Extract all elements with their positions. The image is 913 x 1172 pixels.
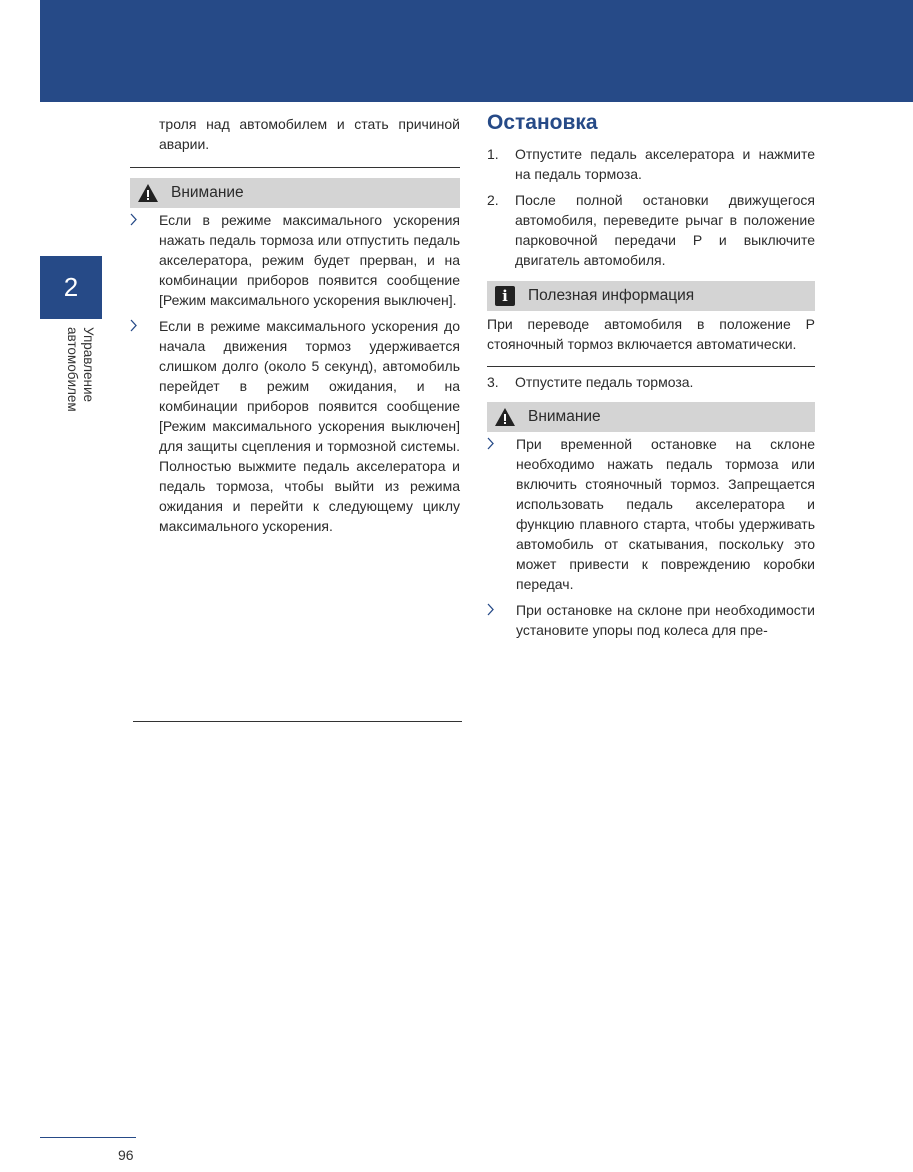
list-item: [487, 600, 815, 640]
step-item: [487, 144, 815, 184]
column-end-rule: [133, 721, 462, 722]
info-notice: [487, 281, 815, 311]
info-text: При переводе автомобиля в положение P стояночный тормоз включается автоматически.: [487, 316, 815, 352]
info-title: Полезная информация: [528, 287, 695, 304]
step-item: [487, 372, 815, 392]
chapter-tab: [40, 256, 102, 319]
chevron-right-icon: [487, 434, 494, 450]
warning-title: Внимание: [528, 408, 601, 425]
list-item: [130, 316, 460, 536]
step-text: После полной остановки движущегося автомобиля, переведите рычаг в положение парковочной передачи P и выключите двигатель автомобиля.: [515, 192, 815, 268]
chevron-right-icon: [130, 210, 137, 226]
page-number: 96: [118, 1147, 134, 1163]
warning-title: Внимание: [171, 184, 244, 201]
continuation-text: троля над автомобилем и стать причиной аварии.: [159, 116, 460, 152]
info-icon: i: [494, 286, 516, 306]
chapter-label: Управление автомобилем: [65, 327, 96, 412]
step-number: 1.: [487, 146, 499, 162]
left-column: [130, 114, 460, 536]
warning-notice: [130, 178, 460, 208]
chapter-number: 2: [63, 272, 79, 302]
bullet-text: При временной остановке на склоне необходимо нажать педаль тормоза или включить стояночный тормоз. Запрещается использовать педаль акселератора и функцию плавного старта, чтобы удерживать автомобиль от скатывания, поскольку это может привести к повреждению коробки передач.: [516, 436, 815, 592]
divider: [487, 366, 815, 367]
section-title: Остановка: [487, 111, 598, 134]
divider: [130, 167, 460, 168]
chevron-right-icon: [130, 316, 137, 332]
header-band: [40, 0, 913, 102]
step-text: Отпустите педаль акселератора и нажмите на педаль тормоза.: [515, 146, 815, 182]
bullet-text: Если в режиме максимального ускорения до начала движения тормоз удерживается слишком долго (около 5 секунд), автомобиль перейдет в режим ожидания, и на комбинации приборов появится сообщение [Режим максимального ускорения выключен] для защиты сцепления и тормозной системы. Полностью выжмите педаль акселератора и педаль тормоза, чтобы выйти из режима ожидания и перейти к следующему циклу максимального ускорения.: [159, 318, 460, 534]
warning-notice: [487, 402, 815, 432]
step-item: [487, 190, 815, 270]
step-text: Отпустите педаль тормоза.: [515, 374, 694, 390]
list-item: [130, 210, 460, 310]
warning-triangle-icon: [494, 407, 516, 427]
bullet-text: При остановке на склоне при необходимости установите упоры под колеса для пре-: [516, 602, 815, 638]
right-column: [487, 110, 815, 640]
list-item: [487, 434, 815, 594]
warning-triangle-icon: [137, 183, 159, 203]
step-number: 2.: [487, 192, 499, 208]
footer-rule: [40, 1137, 136, 1138]
step-number: 3.: [487, 374, 499, 390]
chevron-right-icon: [487, 600, 494, 616]
bullet-text: Если в режиме максимального ускорения нажать педаль тормоза или отпустить педаль акселератора, режим будет прерван, и на комбинации приборов появится сообщение [Режим максимального ускорения выключен].: [159, 212, 460, 308]
